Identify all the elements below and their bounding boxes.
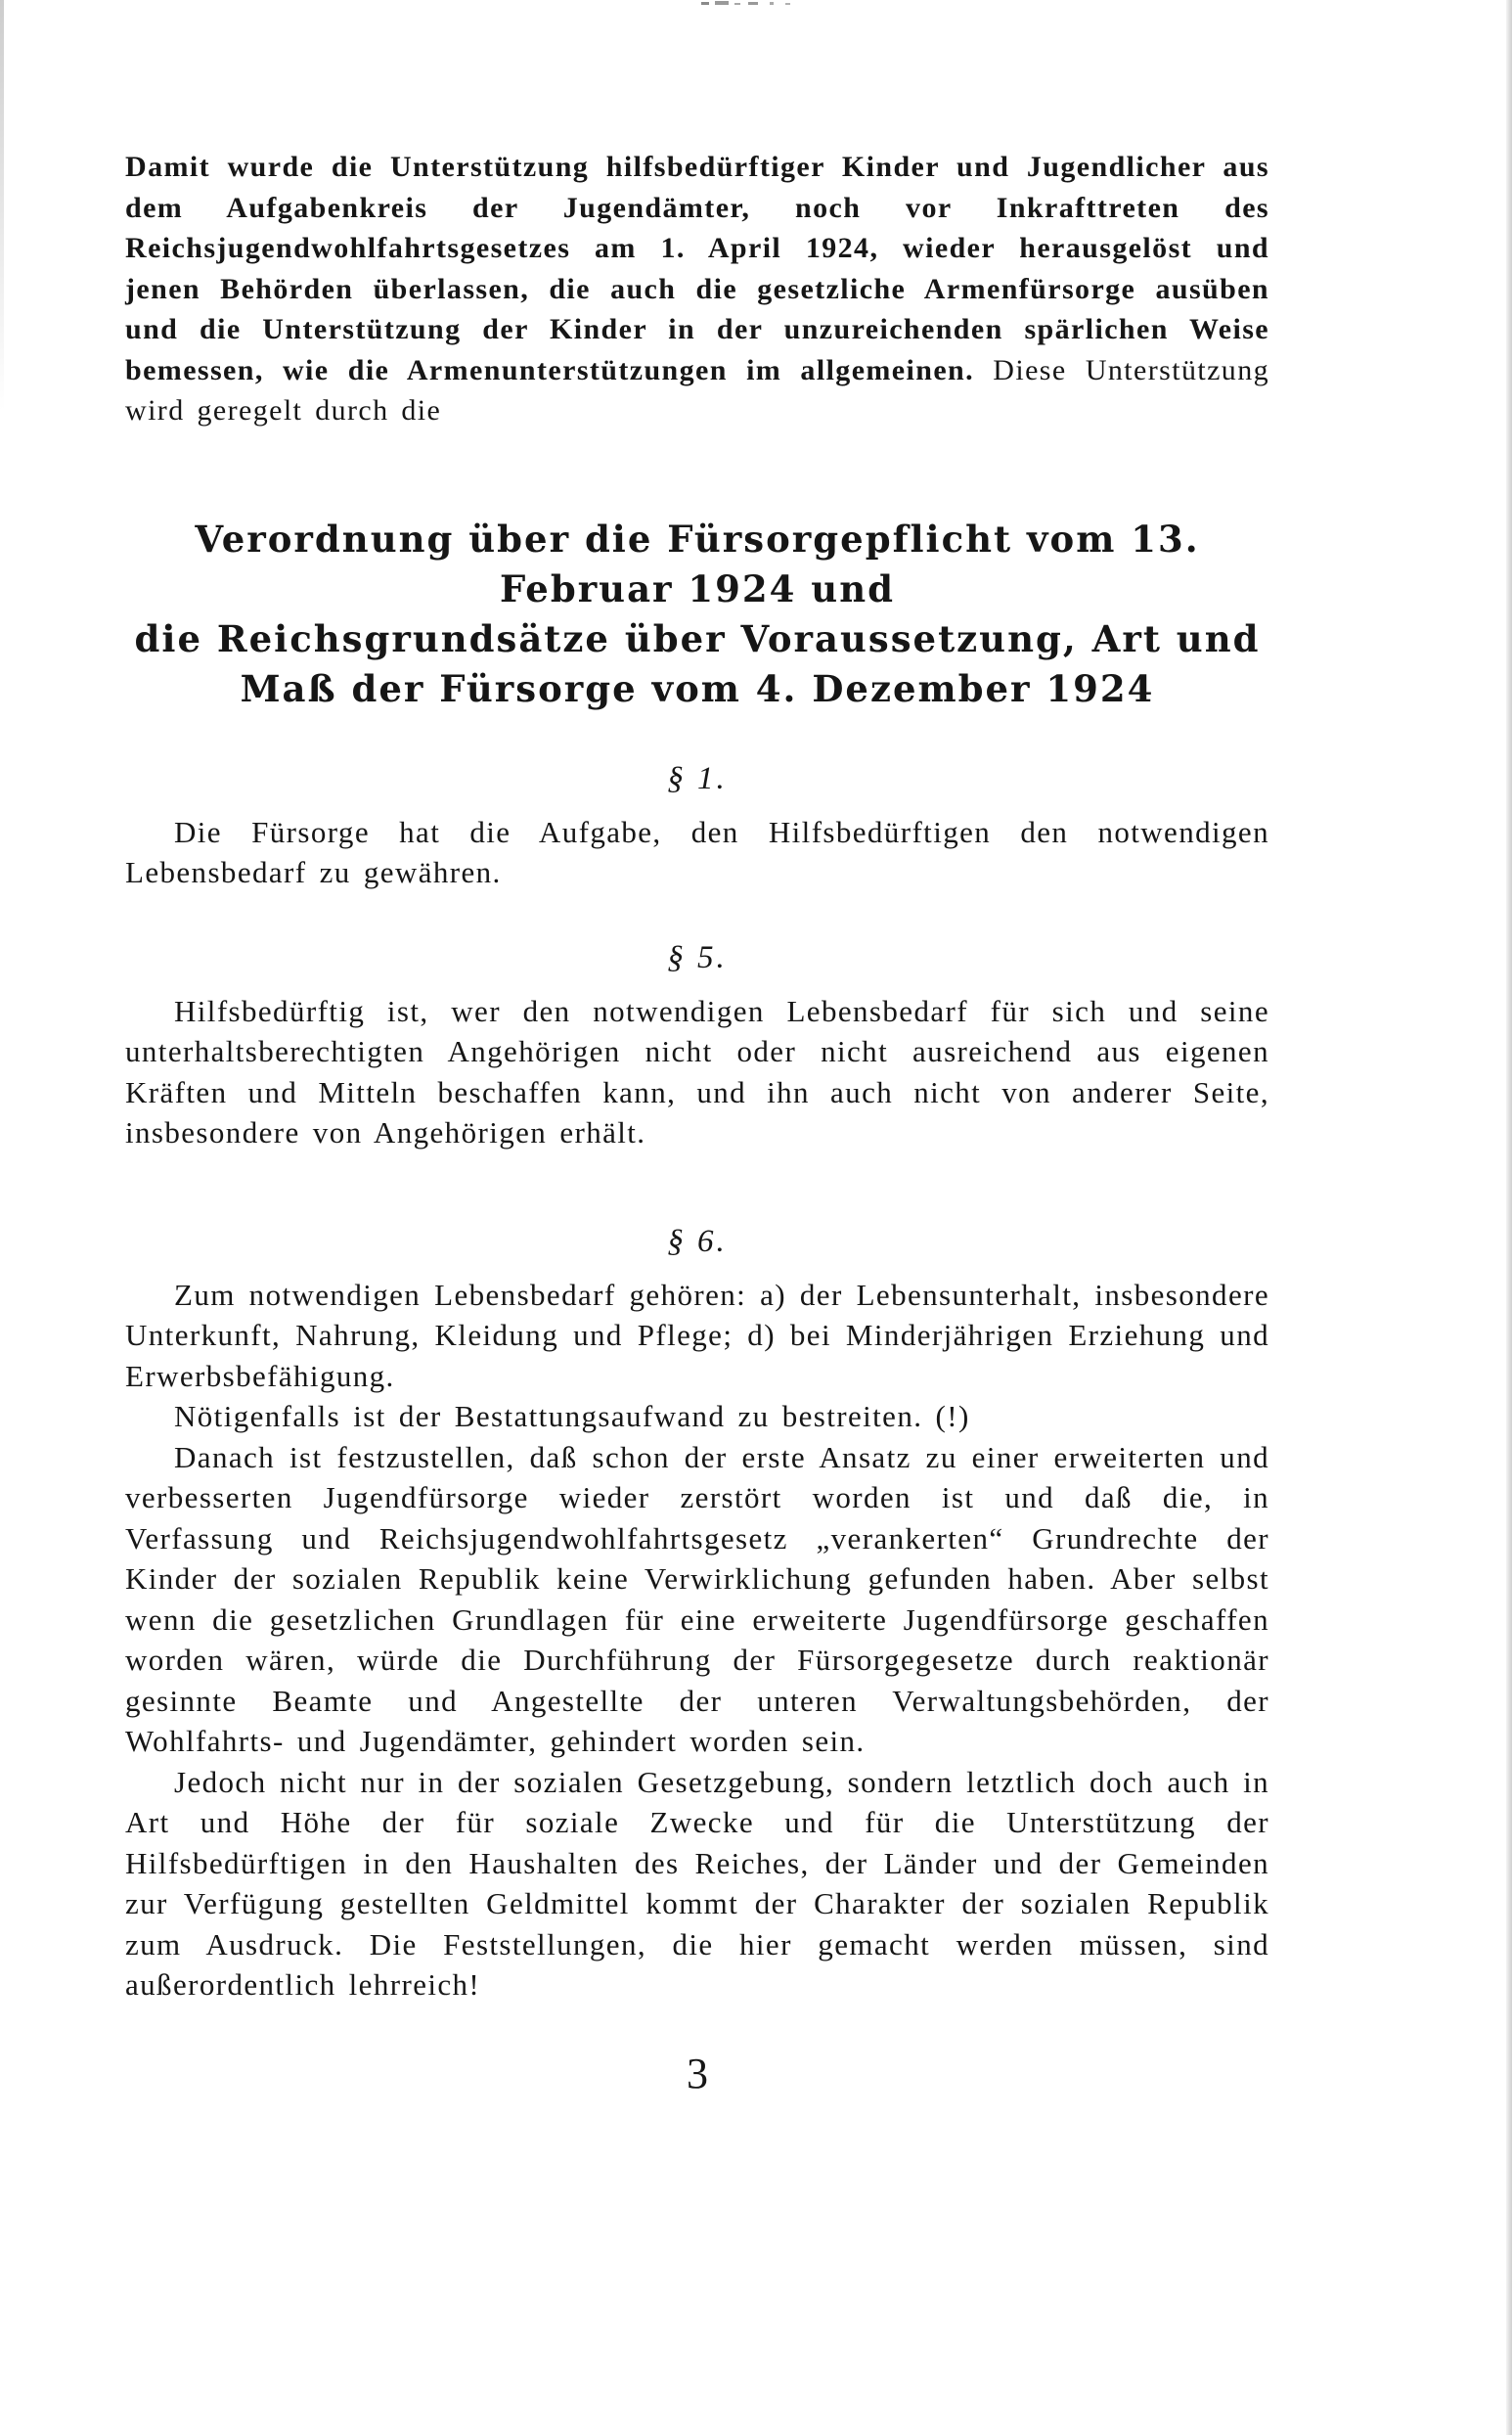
heading-line-2: die Reichsgrundsätze über Voraussetzung, Art und Maß der Fürsorge vom 4. Dezember 1924 bbox=[134, 616, 1261, 710]
ink-speckles bbox=[699, 0, 807, 8]
paragraph-5-text: Hilfsbedürftig ist, wer den notwendigen Lebensbedarf für sich und seine unterhaltsberechtigten Angehörigen nicht oder nicht ausreichend aus eigenen Kräften und Mitteln beschaffen kann, und ihn auch nicht von anderer Seite, insbesondere von Angehörigen erhält. bbox=[125, 993, 1269, 1150]
paragraph-mark-1: § 1. bbox=[667, 760, 728, 796]
commentary-paragraph-2: Jedoch nicht nur in der sozialen Gesetzgebung, sondern letztlich doch auch in Art und Höhe der für soziale Zwecke und für die Unterstützung der Hilfsbedürftigen in den Haushalten des Reiches, der Länder und der Gemeinden zur Verfügung gestellten Geldmittel kommt der Charakter der sozialen Republik zum Ausdruck. Die Feststellungen, die hier gemacht werden müssen, sind außerordentlich lehrreich! bbox=[125, 1764, 1269, 2002]
paragraph-mark-6: § 6. bbox=[667, 1223, 728, 1259]
page-body bbox=[125, 147, 1269, 2098]
paragraph-mark-5: § 5. bbox=[667, 939, 728, 975]
paragraph-6-burial-text: Nötigenfalls ist der Bestattungsaufwand zu bestreiten. (!) bbox=[174, 1399, 970, 1433]
scan-edge-left bbox=[0, 0, 4, 411]
commentary-paragraph-1: Danach ist festzustellen, daß schon der erste Ansatz zu einer erweiterten und verbesserten Jugendfürsorge wieder zerstört worden ist und daß die, in Verfassung und Reichsjugendwohlfahrtsgesetz „verankerten“ Grundrechte der Kinder der sozialen Republik keine Verwirklichung gefunden haben. Aber selbst wenn die gesetzlichen Grundlagen für eine erweiterte Jugendfürsorge geschaffen worden wären, würde die Durchführung der Fürsorgegesetze durch reaktionär gesinnte Beamte und Angestellte der unteren Verwaltungsbehörden, der Wohlfahrts- und Jugendämter, gehindert worden sein. bbox=[125, 1439, 1269, 1758]
scan-edge-right bbox=[1506, 0, 1512, 2435]
paragraph-1-text: Die Fürsorge hat die Aufgabe, den Hilfsbedürftigen den notwendigen Lebensbedarf zu gewähren. bbox=[125, 814, 1269, 889]
heading-line-1: Verordnung über die Fürsorgepflicht vom 13. Februar 1924 und bbox=[195, 517, 1200, 610]
paragraph-6-text: Zum notwendigen Lebensbedarf gehören: a) der Lebensunterhalt, insbesondere Unterkunft, Nahrung, Kleidung und Pflege; d) bei Minderjährigen Erziehung und Erwerbsbefähigung. bbox=[125, 1277, 1269, 1393]
page-number: 3 bbox=[687, 2049, 708, 2097]
intro-paragraph bbox=[125, 147, 1269, 431]
intro-tail-text: Diese Unterstützung wird geregelt durch die bbox=[125, 353, 1270, 427]
intro-text: Damit wurde die Unterstützung hilfsbedürftiger Kinder und Jugendlicher aus dem Aufgabenkreis der Jugendämter, noch vor Inkrafttreten des Reichsjugendwohlfahrtsgesetzes am 1. April 1924, wieder herausgelöst und jenen Behörden überlassen, die auch die gesetzliche Armenfürsorge ausüben und die Unterstützung der Kinder in der unzureichenden spärlichen Weise bemessen, wie die Armenunterstützungen im allgemeinen. bbox=[125, 151, 1269, 386]
section-heading bbox=[125, 515, 1269, 714]
